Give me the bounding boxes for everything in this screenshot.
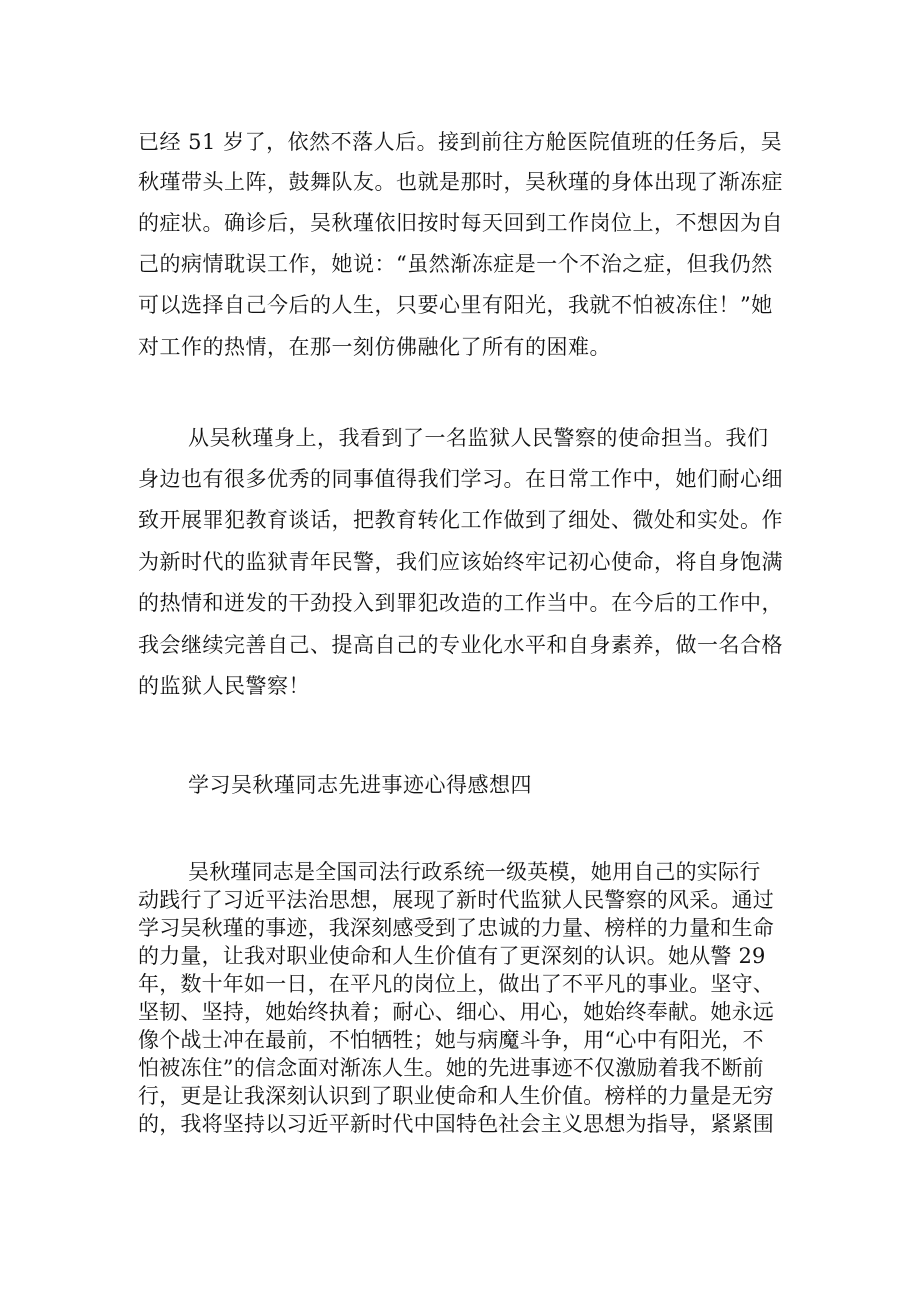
paragraph-line: 从吴秋瑾身上，我看到了一名监狱人民警察的使命担当。我们 [188,426,769,450]
paragraph-line: 年，数十年如一日，在平凡的岗位上，做出了不平凡的事业。坚守、 [138,972,774,996]
paragraph-line: 吴秋瑾同志是全国司法行政系统一级英模，她用自己的实际行 [188,860,761,884]
paragraph-line: 行，更是让我深刻认识到了职业使命和人生价值。榜样的力量是无穷 [138,1084,774,1108]
paragraph-line: 己的病情耽误工作，她说：“虽然渐冻症是一个不治之症，但我仍然 [138,252,773,276]
paragraph-line: 学习吴秋瑾的事迹，我深刻感受到了忠诚的力量、榜样的力量和生命 [138,916,774,940]
paragraph-line: 的力量，让我对职业使命和人生价值有了更深刻的认识。她从警 29 [138,944,766,968]
paragraph-line: 身边也有很多优秀的同事值得我们学习。在日常工作中，她们耐心细 [138,467,783,491]
paragraph-line: 的，我将坚持以习近平新时代中国特色社会主义思想为指导，紧紧围 [138,1112,774,1136]
paragraph-line: 的监狱人民警察！ [138,674,310,698]
paragraph-line: 的热情和迸发的干劲投入到罪犯改造的工作当中。在今后的工作中， [138,591,783,615]
paragraph-line: 秋瑾带头上阵，鼓舞队友。也就是那时，吴秋瑾的身体出现了渐冻症 [138,170,783,194]
paragraph-line: 对工作的热情，在那一刻仿佛融化了所有的困难。 [138,335,611,359]
paragraph-line: 致开展罪犯教育谈话，把教育转化工作做到了细处、微处和实处。作 [138,508,783,532]
paragraph-line: 已经 51 岁了，依然不落人后。接到前往方舱医院值班的任务后，吴 [138,130,783,154]
paragraph-line: 为新时代的监狱青年民警，我们应该始终牢记初心使命，将自身饱满 [138,550,783,574]
paragraph-line: 像个战士冲在最前，不怕牺牲；她与病魔斗争，用“心中有阳光，不 [138,1028,764,1052]
paragraph-line: 可以选择自己今后的人生，只要心里有阳光，我就不怕被冻住！”她 [138,293,773,317]
paragraph-line: 坚韧、坚持，她始终执着；耐心、细心、用心，她始终奉献。她永远 [138,1000,774,1024]
section-heading: 学习吴秋瑾同志先进事迹心得感想四 [188,773,532,797]
paragraph-line: 怕被冻住”的信念面对渐冻人生。她的先进事迹不仅激励着我不断前 [138,1056,764,1080]
paragraph-line: 我会继续完善自己、提高自己的专业化水平和自身素养，做一名合格 [138,633,783,657]
paragraph-line: 动践行了习近平法治思想，展现了新时代监狱人民警察的风采。通过 [138,888,774,912]
paragraph-line: 的症状。确诊后，吴秋瑾依旧按时每天回到工作岗位上，不想因为自 [138,211,783,235]
